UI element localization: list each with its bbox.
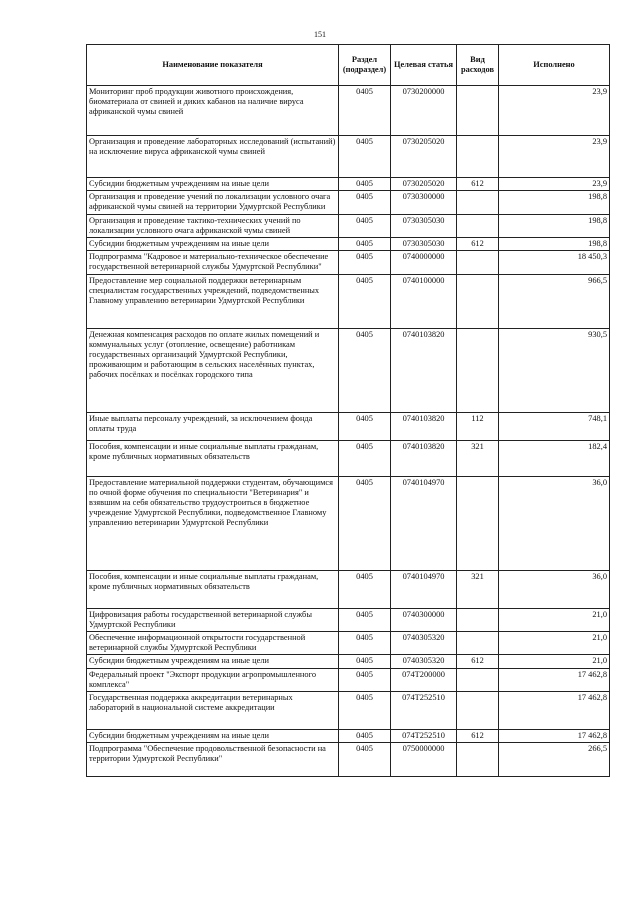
cell-sum: 198,8	[499, 214, 610, 237]
cell-name: Субсидии бюджетным учреждениям на иные цели	[87, 238, 339, 251]
cell-name: Субсидии бюджетным учреждениям на иные цели	[87, 655, 339, 668]
cell-sum: 18 450,3	[499, 251, 610, 274]
page-number: 151	[314, 30, 326, 39]
cell-sum: 966,5	[499, 274, 610, 328]
cell-target: 0740103820	[391, 328, 457, 412]
header-type: Вид расходов	[457, 45, 499, 86]
cell-type	[457, 136, 499, 178]
cell-type	[457, 251, 499, 274]
table-row	[87, 440, 610, 476]
cell-section: 0405	[339, 86, 391, 136]
cell-name: Организация и проведение лабораторных исследований (испытаний) на исключение вируса африканской чумы свиней	[87, 136, 339, 178]
cell-section: 0405	[339, 178, 391, 191]
cell-type	[457, 608, 499, 631]
cell-type: 321	[457, 440, 499, 476]
header-name: Наименование показателя	[87, 45, 339, 86]
header-sum: Исполнено	[499, 45, 610, 86]
table-row	[87, 191, 610, 214]
cell-type	[457, 274, 499, 328]
cell-section: 0405	[339, 730, 391, 743]
cell-type	[457, 86, 499, 136]
cell-section: 0405	[339, 632, 391, 655]
table-row	[87, 730, 610, 743]
cell-section: 0405	[339, 476, 391, 570]
cell-type	[457, 214, 499, 237]
header-target: Целевая статья	[391, 45, 457, 86]
cell-sum: 748,1	[499, 412, 610, 440]
cell-type: 612	[457, 238, 499, 251]
cell-type	[457, 692, 499, 730]
budget-table	[86, 44, 610, 777]
cell-sum: 36,0	[499, 476, 610, 570]
cell-sum: 930,5	[499, 328, 610, 412]
cell-section: 0405	[339, 570, 391, 608]
cell-sum: 17 462,8	[499, 668, 610, 691]
header-section: Раздел (подраздел)	[339, 45, 391, 86]
cell-section: 0405	[339, 238, 391, 251]
table-row	[87, 476, 610, 570]
header-row	[87, 45, 610, 86]
cell-target: 0730205020	[391, 178, 457, 191]
table-row	[87, 668, 610, 691]
cell-sum: 266,5	[499, 743, 610, 777]
cell-target: 0740103820	[391, 412, 457, 440]
cell-target: 0740305320	[391, 655, 457, 668]
table-row	[87, 655, 610, 668]
cell-section: 0405	[339, 412, 391, 440]
table-row	[87, 412, 610, 440]
cell-target: 0740000000	[391, 251, 457, 274]
table-row	[87, 136, 610, 178]
cell-name: Субсидии бюджетным учреждениям на иные цели	[87, 178, 339, 191]
cell-type	[457, 191, 499, 214]
cell-sum: 198,8	[499, 238, 610, 251]
cell-type: 612	[457, 655, 499, 668]
table-row	[87, 238, 610, 251]
cell-target: 0730305030	[391, 214, 457, 237]
table-row	[87, 570, 610, 608]
cell-name: Организация и проведение тактико-технических учений по локализации условного очага африканской чумы свиней	[87, 214, 339, 237]
cell-type	[457, 476, 499, 570]
cell-target: 0730305030	[391, 238, 457, 251]
table-row	[87, 86, 610, 136]
cell-section: 0405	[339, 191, 391, 214]
cell-target: 0740103820	[391, 440, 457, 476]
cell-section: 0405	[339, 251, 391, 274]
cell-type: 112	[457, 412, 499, 440]
cell-section: 0405	[339, 692, 391, 730]
cell-section: 0405	[339, 608, 391, 631]
cell-sum: 17 462,8	[499, 730, 610, 743]
cell-target: 0730200000	[391, 86, 457, 136]
table-row	[87, 692, 610, 730]
cell-name: Предоставление материальной поддержки студентам, обучающимся по очной форме обучения по специальности "Ветеринария" и взявшим на себя обязательство трудоустроиться в бюджетное учреждение Удмуртской Республики, подведомственное Главному управлению ветеринарии Удмуртской Республики	[87, 476, 339, 570]
cell-target: 0740100000	[391, 274, 457, 328]
cell-target: 0730300000	[391, 191, 457, 214]
table-row	[87, 178, 610, 191]
table-row	[87, 328, 610, 412]
cell-section: 0405	[339, 136, 391, 178]
cell-section: 0405	[339, 440, 391, 476]
cell-target: 0740305320	[391, 632, 457, 655]
cell-sum: 21,0	[499, 632, 610, 655]
cell-target: 074T252510	[391, 692, 457, 730]
cell-name: Пособия, компенсации и иные социальные выплаты гражданам, кроме публичных нормативных обязательств	[87, 440, 339, 476]
cell-name: Подпрограмма "Обеспечение продовольственной безопасности на территории Удмуртской Республики"	[87, 743, 339, 777]
cell-section: 0405	[339, 214, 391, 237]
cell-type	[457, 743, 499, 777]
cell-name: Субсидии бюджетным учреждениям на иные цели	[87, 730, 339, 743]
cell-name: Предоставление мер социальной поддержки ветеринарным специалистам государственных учреждений, подведомственных Главному управлению ветеринарии Удмуртской Республики	[87, 274, 339, 328]
table-row	[87, 214, 610, 237]
cell-name: Федеральный проект "Экспорт продукции агропромышленного комплекса"	[87, 668, 339, 691]
table-row	[87, 608, 610, 631]
cell-section: 0405	[339, 655, 391, 668]
cell-name: Денежная компенсация расходов по оплате жилых помещений и коммунальных услуг (отопление, освещение) работникам государственных организаций Удмуртской Республики, проживающим и работающим в сельских населённых пунктах, рабочих посёлках и посёлках городского типа	[87, 328, 339, 412]
cell-sum: 182,4	[499, 440, 610, 476]
table-row	[87, 251, 610, 274]
table-row	[87, 743, 610, 777]
cell-target: 0750000000	[391, 743, 457, 777]
cell-sum: 21,0	[499, 655, 610, 668]
table-row	[87, 632, 610, 655]
cell-target: 0730205020	[391, 136, 457, 178]
cell-type	[457, 632, 499, 655]
cell-type: 612	[457, 178, 499, 191]
cell-sum: 36,0	[499, 570, 610, 608]
cell-target: 0740300000	[391, 608, 457, 631]
cell-name: Организация и проведение учений по локализации условного очага африканской чумы свиней на территории Удмуртской Республики	[87, 191, 339, 214]
cell-target: 074T252510	[391, 730, 457, 743]
cell-sum: 17 462,8	[499, 692, 610, 730]
cell-name: Пособия, компенсации и иные социальные выплаты гражданам, кроме публичных нормативных обязательств	[87, 570, 339, 608]
cell-name: Мониторинг проб продукции животного происхождения, биоматериала от свиней и диких кабанов на наличие вируса африканской чумы свиней	[87, 86, 339, 136]
cell-sum: 23,9	[499, 178, 610, 191]
cell-name: Иные выплаты персоналу учреждений, за исключением фонда оплаты труда	[87, 412, 339, 440]
cell-section: 0405	[339, 743, 391, 777]
table-row	[87, 274, 610, 328]
cell-type	[457, 328, 499, 412]
cell-name: Государственная поддержка аккредитации ветеринарных лабораторий в национальной системе аккредитации	[87, 692, 339, 730]
cell-name: Подпрограмма "Кадровое и материально-техническое обеспечение государственной ветеринарной службы Удмуртской Республики"	[87, 251, 339, 274]
cell-type: 321	[457, 570, 499, 608]
cell-type: 612	[457, 730, 499, 743]
cell-section: 0405	[339, 274, 391, 328]
cell-name: Цифровизация работы государственной ветеринарной службы Удмуртской Республики	[87, 608, 339, 631]
cell-target: 0740104970	[391, 476, 457, 570]
cell-sum: 21,0	[499, 608, 610, 631]
cell-section: 0405	[339, 328, 391, 412]
cell-sum: 23,9	[499, 86, 610, 136]
cell-name: Обеспечение информационной открытости государственной ветеринарной службы Удмуртской Республики	[87, 632, 339, 655]
cell-sum: 198,8	[499, 191, 610, 214]
cell-section: 0405	[339, 668, 391, 691]
cell-sum: 23,9	[499, 136, 610, 178]
cell-target: 074T200000	[391, 668, 457, 691]
cell-target: 0740104970	[391, 570, 457, 608]
cell-type	[457, 668, 499, 691]
